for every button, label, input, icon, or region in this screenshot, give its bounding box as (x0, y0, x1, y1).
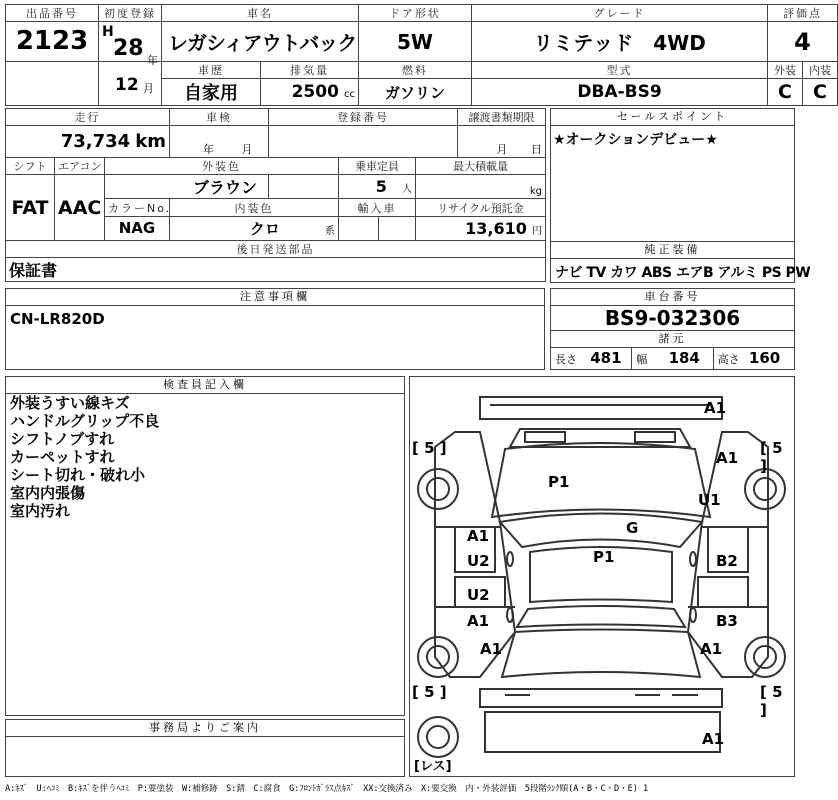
reg-no-label: 登録番号 (269, 109, 458, 126)
grade: リミテッド 4WD (472, 22, 768, 62)
lot-number: 2123 (6, 22, 99, 62)
mileage: 73,734 (60, 131, 131, 153)
capacity-unit: 人 (402, 184, 412, 196)
damage-mark: B2 (716, 552, 738, 570)
month-unit: 月 (143, 82, 154, 95)
displacement-cell (261, 79, 359, 106)
transfer-month-unit: 月 (496, 143, 508, 157)
chassis-no: BS9-032306 (551, 306, 794, 331)
exterior-score: C (768, 79, 803, 106)
int-color-label: 内装色 (170, 199, 339, 216)
height: 160 (748, 349, 781, 367)
grade-label: グレード (472, 5, 768, 22)
year-unit: 年 (147, 54, 158, 67)
model: DBA-BS9 (472, 79, 768, 106)
office-box (5, 719, 405, 777)
car-name: レガシィアウトバック (162, 22, 359, 62)
first-reg-label: 初度登録 (99, 5, 162, 22)
ac: AAC (55, 175, 105, 240)
later-parts-label: 後日発送部品 (6, 240, 546, 257)
inspector-notes (6, 394, 404, 520)
inspector-label: 検査員記入欄 (6, 377, 404, 394)
tire-depth: [ 5 ] (412, 439, 447, 457)
capacity-label: 乗車定員 (339, 158, 416, 175)
score-label: 評価点 (768, 5, 838, 22)
ext-color: ブラウン (105, 175, 269, 199)
max-load-label: 最大積載量 (416, 158, 546, 175)
damage-mark: A1 (702, 730, 725, 748)
inspector-note: 外装うすい線キズ (10, 394, 130, 412)
caution-box (5, 288, 545, 370)
first-reg-month: 12 (115, 75, 139, 95)
equipment: ナビ TV カワ ABS エアB アルミ PS PW (555, 265, 811, 281)
chassis-label: 車台番号 (551, 289, 794, 306)
sales-point: ★オークションデビュー★ (553, 132, 718, 148)
sales-point-box (550, 108, 795, 242)
car-history: 自家用 (162, 79, 261, 106)
door-label: ドア形状 (359, 5, 472, 22)
height-cell (714, 348, 794, 369)
vehicle-detail-table (5, 108, 546, 282)
office-label: 事務局よりご案内 (6, 720, 404, 737)
recycle: 13,610 (465, 218, 527, 238)
fuel-label: 燃料 (359, 62, 472, 79)
damage-mark: P1 (548, 473, 570, 491)
damage-mark: P1 (593, 548, 615, 566)
equipment-box (550, 241, 811, 283)
transfer-day-unit: 日 (531, 143, 542, 157)
mileage-cell (6, 126, 170, 158)
shift-label: シフト (6, 158, 55, 175)
exterior-label: 外装 (768, 62, 803, 79)
displacement: 2500 (291, 82, 339, 102)
damage-mark: A1 (467, 527, 490, 545)
inspection-month-unit: 月 (241, 143, 253, 157)
tire-depth: [ 5 ] (760, 683, 783, 719)
width-cell (632, 348, 713, 369)
later-parts: 保証書 (6, 257, 546, 281)
recycle-unit: 円 (532, 225, 542, 237)
car-name-label: 車名 (162, 5, 359, 22)
shift: FAT (6, 175, 55, 240)
recycle-label: リサイクル預託金 (416, 199, 546, 216)
model-label: 型式 (472, 62, 768, 79)
caution-label: 注意事項欄 (6, 289, 544, 306)
inspector-note: シフトノブすれ (10, 430, 115, 448)
displacement-label: 排気量 (261, 62, 359, 79)
capacity: 5 (375, 177, 387, 197)
reg-no (269, 126, 458, 158)
interior-score: C (803, 79, 838, 106)
lot-no-label: 出品番号 (6, 5, 99, 22)
inspection-label: 車検 (170, 109, 269, 126)
displacement-unit: cc (344, 89, 355, 100)
header-table (5, 4, 838, 106)
ac-label: エアコン (55, 158, 105, 175)
first-reg-year: 28 (113, 36, 144, 61)
chassis-box (550, 288, 795, 370)
mileage-unit: km (135, 131, 166, 153)
fuel: ガソリン (359, 79, 472, 106)
int-color-cell (170, 216, 339, 240)
damage-mark: G (626, 519, 639, 537)
door-type: 5W (359, 22, 472, 62)
length-cell (551, 348, 632, 369)
mileage-label: 走行 (6, 109, 170, 126)
import-a (339, 216, 379, 240)
transfer-cell (458, 126, 546, 158)
length: 481 (590, 349, 622, 367)
ext-color-sub (269, 175, 339, 199)
inspector-note: シート切れ・破れ小 (10, 466, 146, 484)
height-label: 高さ (717, 353, 740, 366)
inspector-note: ハンドルグリップ不良 (10, 412, 160, 430)
ext-color-label: 外装色 (105, 158, 339, 175)
damage-mark: A1 (716, 449, 739, 467)
recycle-cell (416, 216, 546, 240)
specs-row (551, 348, 794, 369)
damage-mark: A1 (700, 640, 723, 658)
max-load-cell (416, 175, 546, 199)
capacity-cell (339, 175, 416, 199)
sales-point-label: セールスポイント (551, 109, 794, 126)
int-color: クロ (249, 219, 280, 238)
inspector-note: 室内内張傷 (10, 484, 86, 502)
damage-mark: A1 (467, 612, 490, 630)
damage-mark: B3 (716, 612, 738, 630)
damage-mark: A1 (704, 399, 727, 417)
color-no: NAG (105, 216, 170, 240)
lot-empty (6, 62, 99, 106)
tire-depth: [ 5 ] (412, 683, 447, 701)
era: H (102, 24, 114, 40)
inspector-note: カーペットすれ (10, 448, 115, 466)
damage-mark: U2 (467, 552, 490, 570)
damage-mark: U2 (467, 586, 490, 604)
length-label: 長さ (555, 353, 577, 366)
caution: CN-LR820D (10, 310, 105, 328)
damage-mark: A1 (480, 640, 503, 658)
tire-depth: [ 5 ] (760, 439, 783, 475)
color-no-label: カラーNo. (105, 199, 170, 216)
legend: A:ｷｽﾞ U:ﾍｺﾐ B:ｷｽﾞを伴うﾍｺﾐ P:要塗装 W:補修跡 S:錆 C:腐食 G:ﾌﾛﾝﾄｶﾞﾗｽ点ｷｽﾞ XX:交換済み X:要交換 内・外装評価 5段階ﾗﾝｸ順(A・B・C・D・E) 1 (5, 784, 649, 794)
inspector-box (5, 376, 405, 716)
car-history-label: 車歴 (162, 62, 261, 79)
damage-mark: U1 (698, 491, 721, 509)
max-load-unit: kg (529, 186, 542, 198)
spare-tire-label: [レス] (414, 759, 452, 774)
import-label: 輸入車 (339, 199, 416, 216)
import-b (379, 216, 416, 240)
first-reg-year-cell (99, 22, 162, 67)
transfer-label: 譲渡書類期限 (458, 109, 546, 126)
specs-label: 諸元 (551, 331, 794, 348)
first-reg-month-cell (99, 62, 162, 106)
inspection-cell (170, 126, 269, 158)
car-outline (410, 377, 794, 776)
inspection-year-unit: 年 (203, 143, 214, 157)
int-color-unit: 系 (325, 225, 335, 237)
width-label: 幅 (636, 353, 648, 366)
equipment-label: 純正装備 (551, 242, 794, 259)
width: 184 (668, 349, 700, 367)
car-diagram (409, 376, 795, 777)
interior-label: 内装 (803, 62, 838, 79)
score: 4 (768, 22, 838, 62)
inspector-note: 室内汚れ (10, 502, 71, 520)
